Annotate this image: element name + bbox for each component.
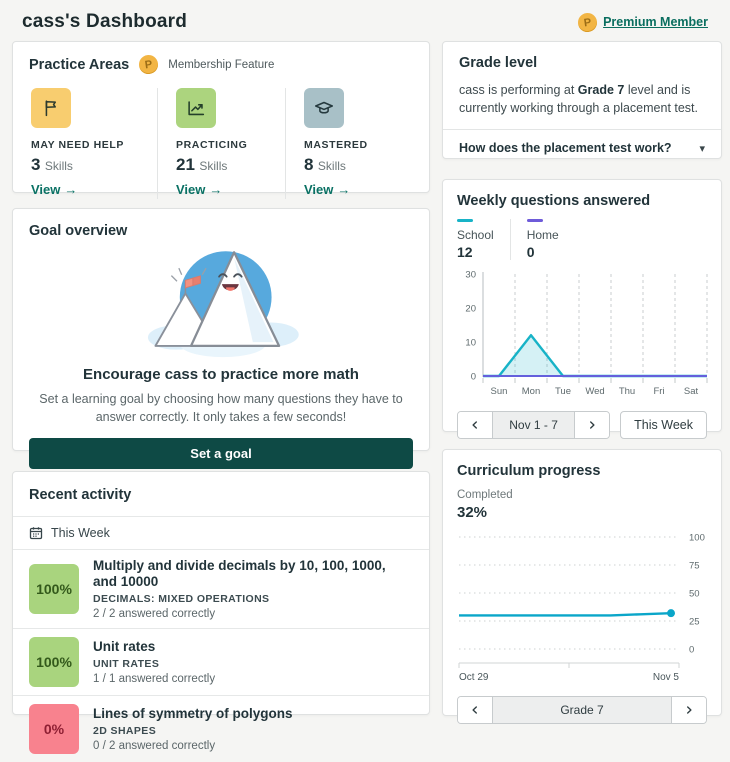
practice-areas-title: Practice Areas — [29, 56, 130, 73]
svg-text:Sun: Sun — [490, 386, 508, 397]
practice-area-may-need-help — [29, 88, 157, 199]
score-badge: 100% — [29, 637, 79, 687]
activity-detail: 1 / 1 answered correctly — [93, 673, 216, 686]
page-title: cass's Dashboard — [22, 11, 188, 32]
previous-week-button[interactable] — [458, 412, 492, 438]
skills-count — [304, 155, 413, 175]
curriculum-nav — [457, 696, 707, 724]
weekly-chart — [457, 266, 707, 405]
legend-label: School — [457, 228, 494, 242]
legend-home — [510, 219, 575, 260]
svg-text:Oct 29: Oct 29 — [459, 672, 489, 683]
activity-category: DECIMALS: MIXED OPERATIONS — [93, 593, 270, 606]
activity-row[interactable] — [13, 550, 429, 629]
activity-title: Multiply and divide decimals by 10, 100, 1000, and 10000 — [93, 558, 386, 590]
chevron-right-icon — [586, 419, 598, 431]
week-range-label: Nov 1 - 7 — [492, 412, 575, 438]
legend-value: 0 — [526, 244, 535, 260]
svg-text:Tue: Tue — [554, 386, 572, 397]
next-grade-button[interactable] — [672, 697, 706, 723]
activity-info — [93, 558, 413, 620]
recent-activity-card — [12, 471, 430, 753]
school-series-swatch — [457, 219, 473, 222]
activity-category: UNIT RATES — [93, 658, 160, 671]
right-column — [442, 41, 722, 716]
practice-area-mastered — [285, 88, 413, 199]
activity-week-filter[interactable] — [13, 517, 429, 550]
grade-value: Grade 7 — [577, 83, 625, 97]
svg-text:25: 25 — [689, 616, 700, 628]
activity-row[interactable] — [13, 629, 429, 696]
practice-areas-columns — [29, 88, 413, 199]
activity-row[interactable] — [13, 696, 429, 762]
svg-text:0: 0 — [689, 644, 695, 656]
chevron-left-icon — [469, 704, 481, 716]
grade-control — [457, 696, 707, 724]
legend-label: Home — [526, 228, 559, 242]
practice-area-practicing — [157, 88, 285, 199]
premium-member-link[interactable] — [578, 13, 708, 32]
skills-unit: Skills — [199, 159, 228, 173]
placement-test-accordion[interactable] — [443, 129, 721, 166]
practice-areas-header — [29, 55, 413, 74]
home-series-swatch — [527, 219, 543, 222]
arrow-right-icon: → — [337, 182, 351, 197]
membership-feature-label: Membership Feature — [168, 58, 275, 71]
recent-activity-header — [13, 472, 429, 517]
view-practicing-link[interactable]: View → — [176, 182, 223, 197]
view-may-need-help-link[interactable]: View → — [31, 182, 78, 197]
svg-text:0: 0 — [470, 371, 476, 383]
this-week-button[interactable]: This Week — [620, 411, 707, 439]
weekly-questions-card — [442, 179, 722, 432]
curriculum-title: Curriculum progress — [457, 463, 601, 479]
activity-category: 2D SHAPES — [93, 725, 157, 738]
practice-area-label: PRACTICING — [176, 139, 248, 151]
graduation-cap-icon — [304, 88, 344, 128]
grade-nav-label: Grade 7 — [492, 697, 672, 723]
practice-area-label: MAY NEED HELP — [31, 139, 124, 151]
completed-value: 32% — [457, 504, 488, 521]
previous-grade-button[interactable] — [458, 697, 492, 723]
svg-text:Sat: Sat — [683, 386, 699, 397]
skills-number: 21 — [176, 155, 195, 174]
placement-test-question: How does the placement test work? — [459, 141, 672, 156]
premium-member-label: Premium Member — [603, 15, 708, 29]
recent-activity-title: Recent activity — [29, 487, 132, 503]
activity-info — [93, 639, 215, 685]
trend-up-icon — [176, 88, 216, 128]
arrow-right-icon: → — [64, 182, 78, 197]
legend-value: 12 — [457, 244, 473, 260]
skills-number: 8 — [304, 155, 314, 174]
activity-info — [93, 706, 293, 752]
practice-area-label: MASTERED — [304, 139, 368, 151]
activity-title: Lines of symmetry of polygons — [93, 706, 293, 722]
skills-unit: Skills — [44, 159, 73, 173]
page-header — [0, 0, 730, 41]
grade-level-body-wrap — [443, 42, 721, 129]
prodigy-coin-icon: P — [577, 11, 598, 32]
caret-down-icon: ▾ — [699, 142, 705, 155]
skills-number: 3 — [31, 155, 41, 174]
curriculum-chart — [457, 527, 707, 690]
completed-label: Completed — [457, 489, 513, 501]
grade-level-card — [442, 41, 722, 159]
grade-level-title: Grade level — [459, 55, 538, 71]
flag-icon — [31, 88, 71, 128]
membership-coin-icon: P — [138, 54, 159, 75]
skills-count — [31, 155, 157, 175]
weekly-title: Weekly questions answered — [457, 193, 651, 209]
goal-body-text: Set a learning goal by choosing how many questions they have to answer correctly. It only takes a few seconds! — [39, 392, 403, 425]
legend-school — [457, 219, 510, 260]
left-column — [12, 41, 430, 753]
score-badge: 100% — [29, 564, 79, 614]
score-badge: 0% — [29, 704, 79, 754]
week-range-control — [457, 411, 610, 439]
set-a-goal-button[interactable]: Set a goal — [29, 438, 413, 469]
next-week-button[interactable] — [575, 412, 609, 438]
curriculum-progress-card — [442, 449, 722, 716]
skills-count — [176, 155, 285, 175]
chevron-right-icon — [683, 704, 695, 716]
goal-heading: Encourage cass to practice more math — [83, 366, 359, 383]
svg-text:Mon: Mon — [521, 386, 541, 397]
svg-text:30: 30 — [465, 269, 476, 281]
grade-level-body: cass is performing at Grade 7 level and is currently working through a placement test. — [459, 83, 699, 116]
activity-filter-label: This Week — [51, 526, 110, 540]
mountain-illustration — [29, 241, 413, 364]
calendar-icon — [29, 526, 43, 540]
weekly-legend — [457, 219, 707, 260]
arrow-right-icon: → — [209, 182, 223, 197]
svg-text:Fri: Fri — [653, 386, 665, 397]
svg-text:75: 75 — [689, 560, 700, 572]
goal-overview-title: Goal overview — [29, 223, 128, 239]
svg-text:50: 50 — [689, 588, 700, 600]
goal-overview-card — [12, 208, 430, 462]
chevron-left-icon — [469, 419, 481, 431]
dashboard-grid — [0, 41, 730, 753]
svg-text:Wed: Wed — [585, 386, 605, 397]
svg-text:10: 10 — [465, 337, 476, 349]
svg-text:100: 100 — [689, 532, 705, 544]
activity-detail: 0 / 2 answered correctly — [93, 740, 216, 753]
svg-text:20: 20 — [465, 303, 476, 315]
svg-text:Thu: Thu — [618, 386, 636, 397]
svg-text:Nov 5: Nov 5 — [652, 672, 679, 683]
weekly-nav — [457, 411, 707, 439]
skills-unit: Skills — [317, 159, 346, 173]
activity-title: Unit rates — [93, 639, 156, 655]
activity-detail: 2 / 2 answered correctly — [93, 608, 216, 621]
practice-areas-card — [12, 41, 430, 197]
view-mastered-link[interactable]: View → — [304, 182, 351, 197]
